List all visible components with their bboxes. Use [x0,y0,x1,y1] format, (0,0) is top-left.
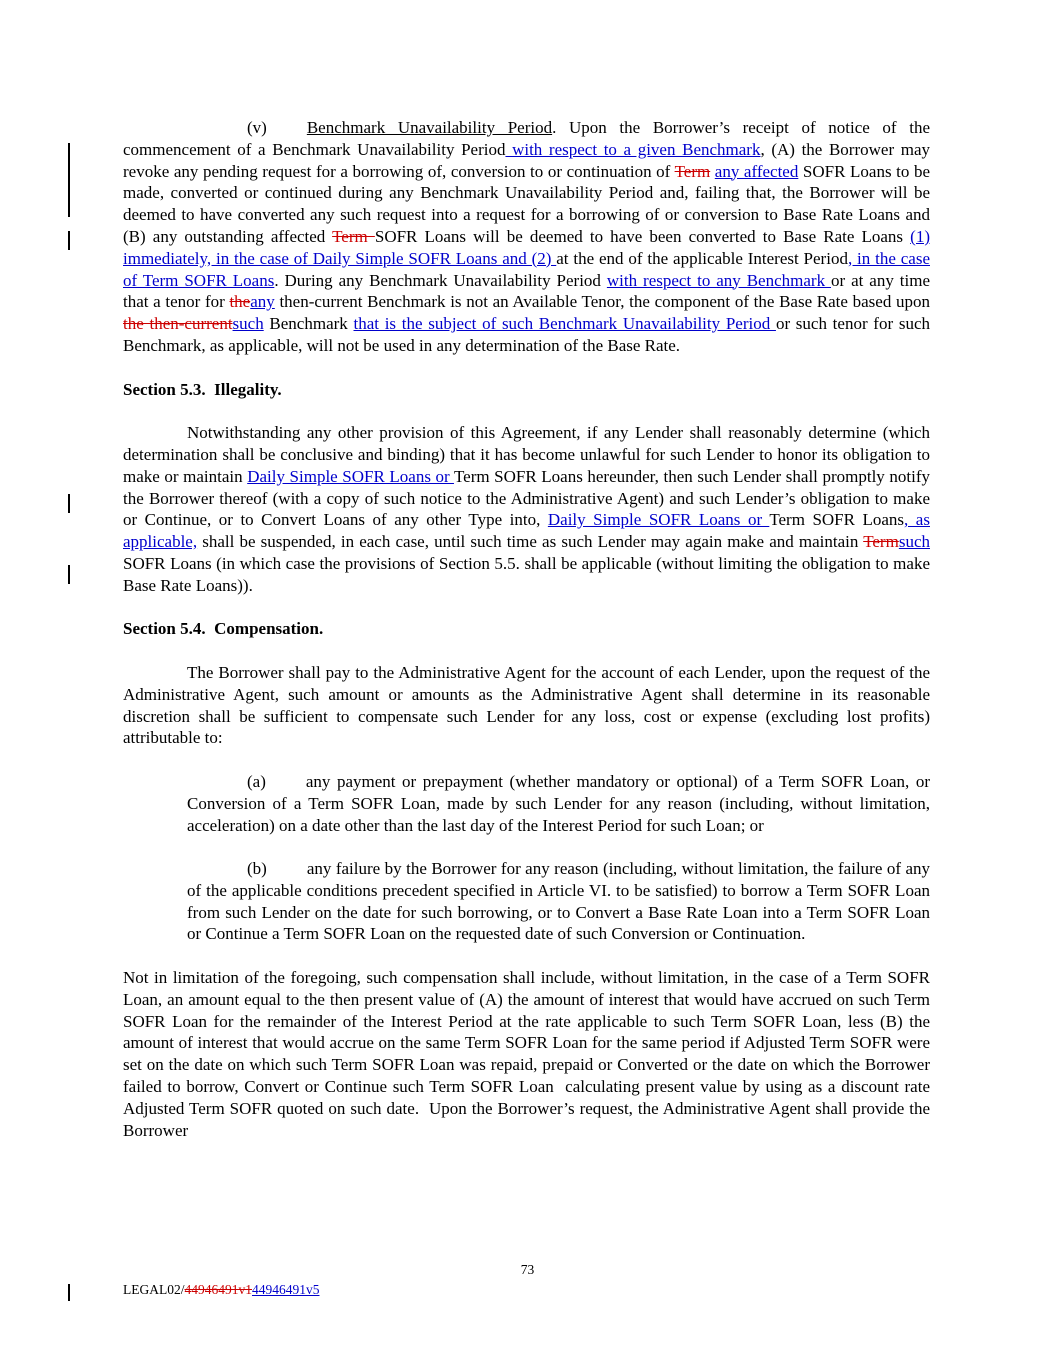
inserted-text: 44946491v5 [252,1282,320,1297]
deleted-text: the [229,292,251,312]
deleted-text: Term [332,226,375,246]
text-run: Term SOFR Loans [769,510,905,530]
inserted-text: such [898,532,930,552]
inserted-text: (1) immediately, in the case of Daily Simple SOFR Loans and (2) [123,226,930,268]
text-run: SOFR Loans (in which case the provisions of Section 5.5. shall be applicable (without limiting the obligation to make Base Rate Loans)). [123,553,930,595]
document-body [123,117,930,1141]
text-run: then-current Benchmark is not an Available Tenor, the component of the Base Rate based upon [274,292,930,312]
paragraph-benchmark-unavailability [123,117,930,357]
text-run: LEGAL02/ [123,1282,185,1297]
change-bar [68,143,70,217]
footer-document-id [123,1282,320,1298]
text-run: Term SOFR Loans hereunder, then such Lender shall promptly notify the Borrower thereof (with a copy of such notice to the Administrative Agent) and such Lender’s obligation to make or Continue, or to Convert Loans of any other Type into, [123,466,930,530]
inserted-text: , as applicable, [123,510,930,552]
section-5-4-body [123,662,930,749]
text-run: at the end of the applicable Interest Period [556,248,848,268]
inserted-text: with respect to any Benchmark [606,270,832,290]
inserted-text: such [232,314,264,334]
section-5-3-heading: Section 5.3. Illegality. [123,379,282,399]
text-run: or at any time that a tenor for [123,270,930,312]
text-run: or such tenor for such Benchmark, as applicable, will not be used in any determination of the Base Rate. [123,314,930,355]
deleted-text: Term [674,161,711,181]
change-bar [68,231,70,250]
underlined-term: Benchmark Unavailability Period [306,118,553,137]
text-run: SOFR Loans to be made, converted or continued during any Benchmark Unavailability Period and, failing that, the Borrower will be deemed to have converted any such request into a request for a borrowing of or conversion to Base Rate Loans and (B) any outstanding affected [123,161,930,246]
text-run: . Upon the Borrower’s receipt of notice of the commencement of a Benchmark Unavailability Period [123,118,931,159]
deleted-text: 44946491v1 [184,1282,252,1297]
change-bar [68,1284,70,1301]
clause-a [187,771,930,836]
text-run: (v) [247,118,267,137]
inserted-text: , in the case of Term SOFR Loans [123,248,930,290]
text-run: . During any Benchmark Unavailability Period [274,270,607,290]
inserted-text: Daily Simple SOFR Loans or [547,510,770,530]
inserted-text: any affected [714,161,799,181]
text-run: shall be suspended, in each case, until such time as such Lender may again make and maintain [197,532,864,552]
text-run: Benchmark [263,314,354,334]
clause-b [187,858,930,945]
text-run: The Borrower shall pay to the Administrative Agent for the account of each Lender, upon the request of the Administrative Agent, such amount or amounts as the Administrative Agent shall determine in its reasonable discretion shall be sufficient to compensate such Lender for any loss, cost or expense (excluding lost profits) attributable to: [123,662,930,748]
section-5-3-body [123,422,930,596]
change-bar [68,565,70,584]
page-number: 73 [520,1262,535,1277]
text-run: SOFR Loans will be deemed to have been converted to Base Rate Loans [374,226,911,246]
text-run: any payment or prepayment (whether mandatory or optional) of a Term SOFR Loan, or Conversion of a Term SOFR Loan, made by such Lender for any reason (including, without limitation, acceleration) on a date other than the last day of the Interest Period for such Loan; or [187,771,930,835]
inserted-text: that is the subject of such Benchmark Unavailability Period [353,314,776,334]
deleted-text: the then-current [123,314,233,334]
inserted-text: with respect to a given Benchmark [505,139,761,159]
text-run: Not in limitation of the foregoing, such compensation shall include, without limitation, in the case of a Term SOFR Loan, an amount equal to the then present value of (A) the amount of interest that would have accrued on such Term SOFR Loan for the remainder of the Interest Period at the rate applicable to such Term SOFR Loan, less (B) the amount of interest that would accrue on the same Term SOFR Loan for the same period if Adjusted Term SOFR were set on the date on which such Term SOFR Loan was repaid, prepaid or Converted or the date on which the Borrower failed to borrow, Convert or Continue such Term SOFR Loan calculating present value by using as a discount rate Adjusted Term SOFR quoted on such date. Upon the Borrower’s request, the Administrative Agent shall provide the Borrower [123,968,930,1140]
text-run: Notwithstanding any other provision of this Agreement, if any Lender shall reasonably determine (which determination shall be conclusive and binding) that it has become unlawful for such Lender to honor its obligation to make or maintain [123,423,930,486]
deleted-text: Term [863,532,899,552]
text-run: any failure by the Borrower for any reason (including, without limitation, the failure of any of the applicable conditions precedent specified in Article VI. to be satisfied) to borrow a Term SOFR Loan from such Lender on the date for such borrowing, or to Convert a Base Rate Loan into a Term SOFR Loan or Continue a Term SOFR Loan on the requested date of such Conversion or Continuation. [187,859,930,944]
closing-paragraph [123,967,930,1141]
inserted-text: any [250,292,275,312]
inserted-text: Daily Simple SOFR Loans or [247,466,454,486]
text-run: (b) [247,859,267,879]
section-5-4-heading: Section 5.4. Compensation. [123,619,324,639]
text-run: , (A) the Borrower may revoke any pending request for a borrowing of, conversion to or continuation of [123,139,930,181]
text-run: (a) [247,771,266,791]
change-bar [68,494,70,513]
